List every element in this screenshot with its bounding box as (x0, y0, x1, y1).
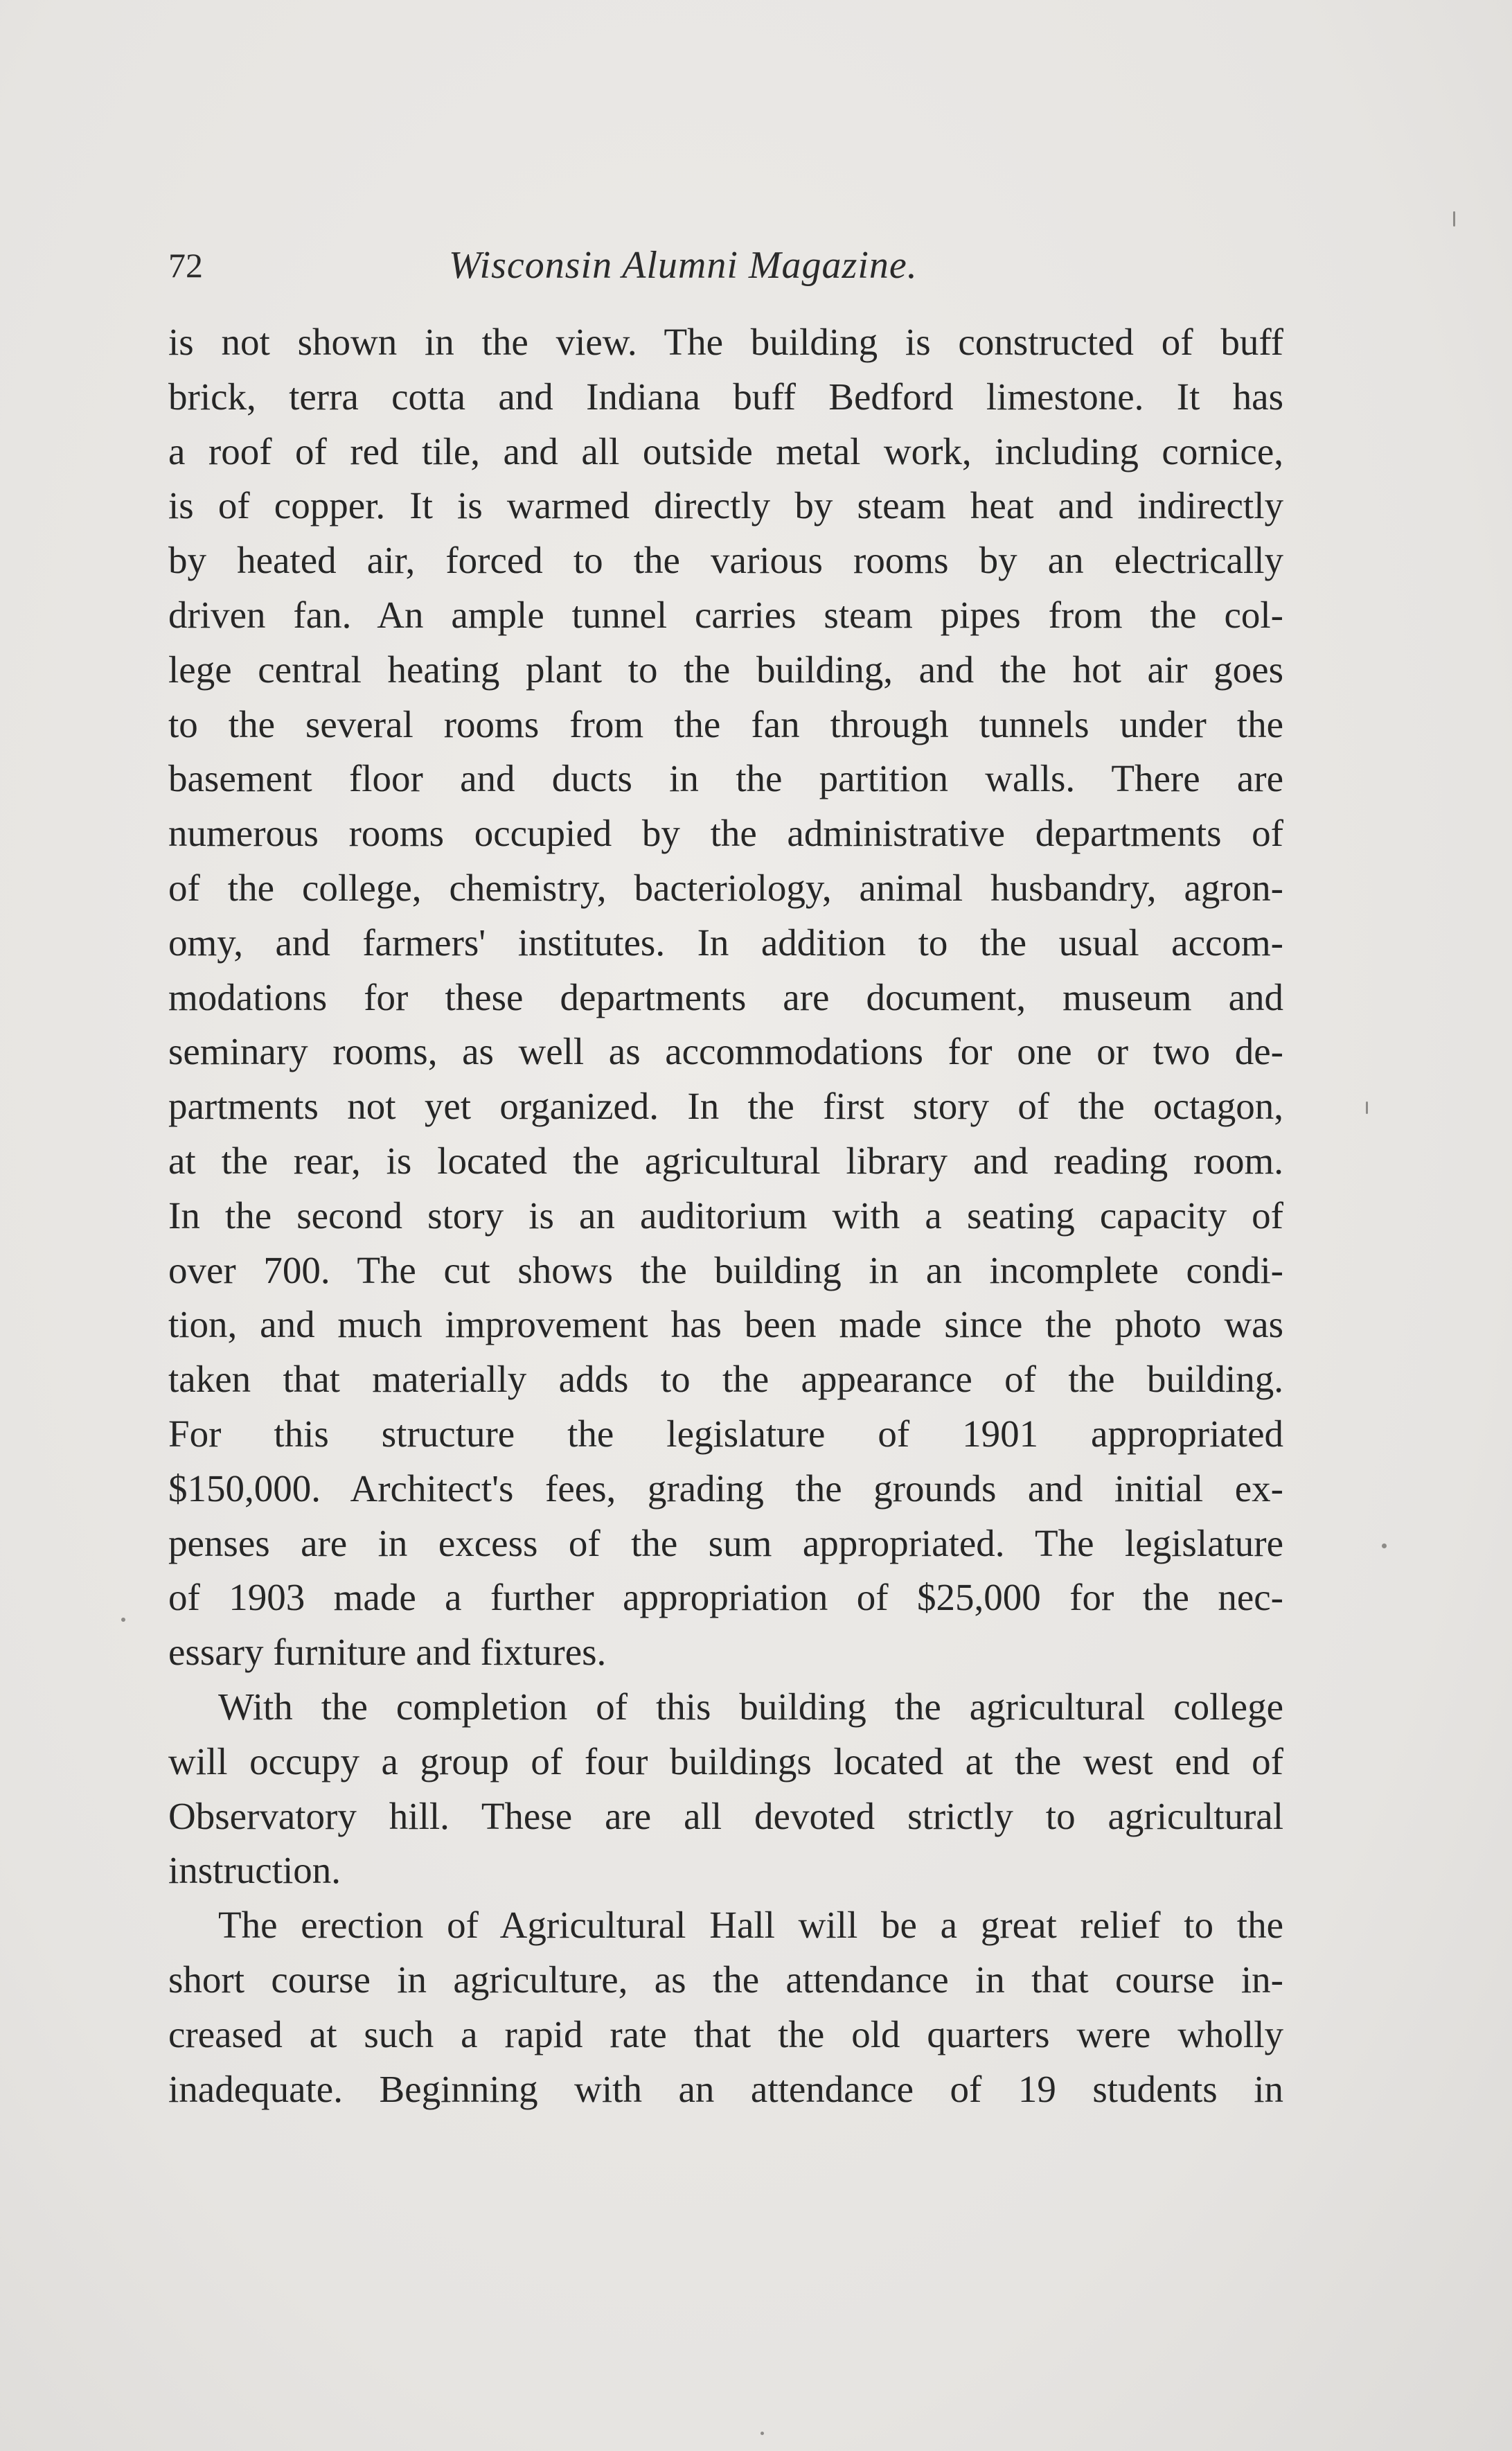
running-title: Wisconsin Alumni Magazine. (449, 244, 918, 287)
text-line: modations for these departments are document, museum and (168, 975, 1283, 1018)
paper-speck (121, 1618, 125, 1622)
paragraph-2 (168, 1680, 1283, 1898)
text-line: will occupy a group of four buildings located at the west end of (168, 1740, 1283, 1782)
paper-speck (1366, 1101, 1368, 1114)
text-line: omy, and farmers' institutes. In addition to the usual accom- (168, 921, 1283, 964)
page-header (168, 234, 1283, 297)
text-line: short course in agriculture, as the attendance in that course in- (168, 1958, 1283, 2001)
text-line: basement floor and ducts in the partition walls. There are (168, 757, 1283, 800)
text-line: With the completion of this building the agricultural college (218, 1685, 1283, 1728)
text-line: at the rear, is located the agricultural library and reading room. (168, 1139, 1283, 1182)
paragraph-3 (168, 1898, 1283, 2116)
text-line: over 700. The cut shows the building in an incomplete condi- (168, 1248, 1283, 1291)
text-line: penses are in excess of the sum appropriated. The legislature (168, 1521, 1283, 1564)
text-line: creased at such a rapid rate that the old quarters were wholly (168, 2012, 1283, 2055)
text-line: a roof of red tile, and all outside metal work, including cornice, (168, 430, 1283, 472)
text-line: of the college, chemistry, bacteriology, animal husbandry, agron- (168, 866, 1283, 909)
text-line: partments not yet organized. In the first story of the octagon, (168, 1085, 1283, 1128)
text-line: In the second story is an auditorium with a seating capacity of (168, 1194, 1283, 1237)
page-number: 72 (168, 246, 203, 285)
body-text (168, 315, 1283, 2116)
text-line: by heated air, forced to the various rooms by an electrically (168, 539, 1283, 582)
text-line: lege central heating plant to the building, and the hot air goes (168, 648, 1283, 691)
text-line: is of copper. It is warmed directly by steam heat and indirectly (168, 484, 1283, 527)
text-line: numerous rooms occupied by the administrative departments of (168, 812, 1283, 855)
paper-speck (1453, 211, 1455, 227)
text-line: For this structure the legislature of 1901 appropriated (168, 1412, 1283, 1455)
text-line: essary furniture and fixtures. (168, 1631, 607, 1674)
text-line: Observatory hill. These are all devoted strictly to agricultural (168, 1794, 1283, 1837)
paper-speck (1382, 1543, 1387, 1548)
text-line: $150,000. Architect's fees, grading the grounds and initial ex- (168, 1467, 1283, 1510)
text-line: of 1903 made a further appropriation of $25,000 for the nec- (168, 1576, 1283, 1619)
text-line: driven fan. An ample tunnel carries steam pipes from the col- (168, 593, 1283, 636)
paper-speck (761, 2432, 764, 2435)
text-line: instruction. (168, 1849, 341, 1892)
text-line: to the several rooms from the fan through tunnels under the (168, 702, 1283, 745)
text-line: is not shown in the view. The building is constructed of buff (168, 321, 1283, 363)
text-line: seminary rooms, as well as accommodations for one or two de- (168, 1030, 1283, 1073)
text-line: tion, and much improvement has been made since the photo was (168, 1303, 1283, 1346)
paragraph-1 (168, 315, 1283, 1680)
text-line: inadequate. Beginning with an attendance of 19 students in (168, 2067, 1283, 2110)
text-line: taken that materially adds to the appearance of the building. (168, 1358, 1283, 1401)
text-line: The erection of Agricultural Hall will be a great relief to the (218, 1904, 1283, 1947)
text-line: brick, terra cotta and Indiana buff Bedford limestone. It has (168, 375, 1283, 418)
